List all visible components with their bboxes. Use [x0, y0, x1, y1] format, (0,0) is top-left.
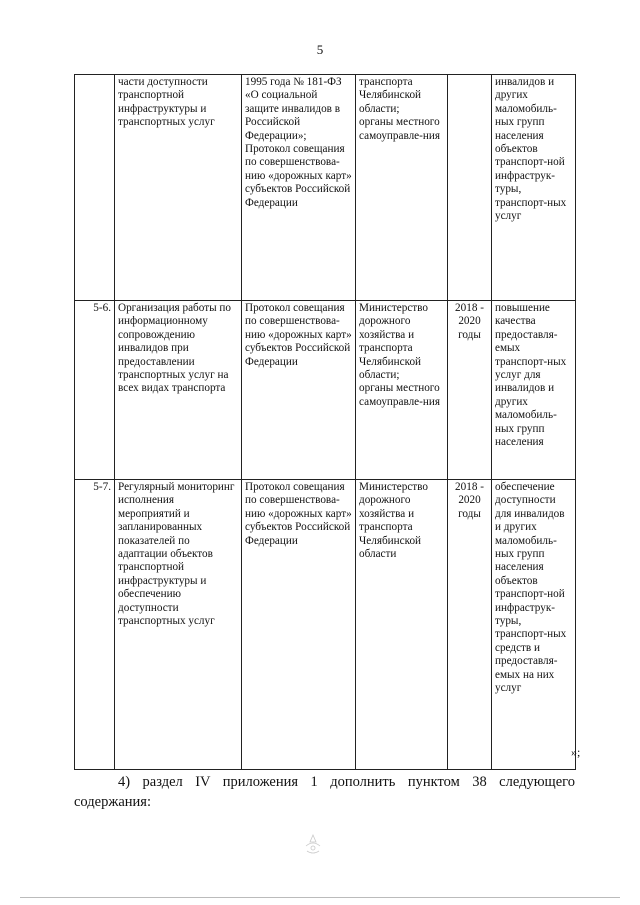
result-cell: обеспечение доступности для инвалидов и других маломобиль-ных групп населения объектов транспорт-ной инфраструк-туры, транспорт-ных средств и предоставля-емых на них услуг [492, 480, 576, 770]
years-cell [448, 75, 492, 301]
event-cell: Организация работы по информационному сопровождению инвалидов при предоставлении транспортных услуг на всех видах транспорта [115, 301, 242, 480]
event-cell: Регулярный мониторинг исполнения мероприятий и запланированных показателей по адаптации объектов транспортной инфраструктуры и обеспечению доступности транспортных услуг [115, 480, 242, 770]
responsible-cell: транспорта Челябинской области; органы местного самоуправле-ния [356, 75, 448, 301]
page-number: 5 [316, 42, 324, 57]
years-cell: 2018 - 2020 годы [448, 480, 492, 770]
row-number [75, 75, 115, 301]
years-cell: 2018 - 2020 годы [448, 301, 492, 480]
basis-cell: 1995 года № 181-ФЗ «О социальной защите инвалидов в Российской Федерации»; Протокол совещания по совершенствова-нию «дорожных карт» субъектов Российской Федерации [242, 75, 356, 301]
responsible-cell: Министерство дорожного хозяйства и транспорта Челябинской области; органы местного самоуправле-ния [356, 301, 448, 480]
footer-rule [20, 897, 620, 898]
result-cell: повышение качества предоставля-емых транспорт-ных услуг для инвалидов и других маломобиль-ных групп населения [492, 301, 576, 480]
responsible-cell: Министерство дорожного хозяйства и транспорта Челябинской области [356, 480, 448, 770]
table-row [75, 75, 576, 301]
amendment-paragraph: 4) раздел IV приложения 1 дополнить пунктом 38 следующего содержания: [74, 774, 575, 810]
closing-quote-mark: »; [571, 745, 581, 759]
basis-cell: Протокол совещания по совершенствова-нию «дорожных карт» субъектов Российской Федерации [242, 480, 356, 770]
result-cell: инвалидов и других маломобиль-ных групп населения объектов транспорт-ной инфраструк-туры, транспорт-ных услуг [492, 75, 576, 301]
faint-stamp-mark [298, 832, 328, 860]
table-row [75, 301, 576, 480]
row-number: 5-7. [75, 480, 115, 770]
row-number: 5-6. [75, 301, 115, 480]
table-row [75, 480, 576, 770]
event-cell: части доступности транспортной инфраструктуры и транспортных услуг [115, 75, 242, 301]
measures-table [74, 74, 576, 770]
basis-cell: Протокол совещания по совершенствова-нию «дорожных карт» субъектов Российской Федерации [242, 301, 356, 480]
